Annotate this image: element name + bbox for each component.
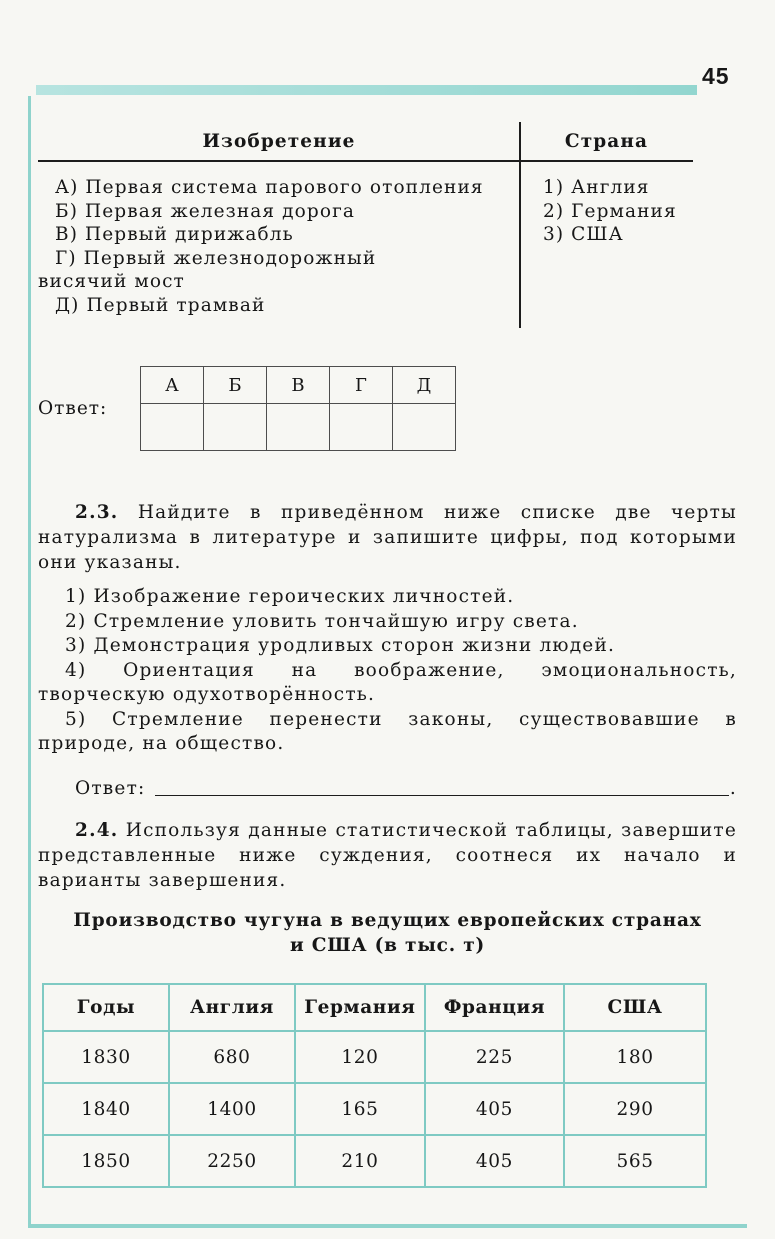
answer-grid-cell[interactable] xyxy=(141,404,204,451)
table-cell: 680 xyxy=(169,1031,295,1083)
column-header: Германия xyxy=(295,984,425,1031)
matching-option: 1) Англия xyxy=(543,177,650,198)
table-cell: 565 xyxy=(564,1135,706,1187)
table-row xyxy=(43,1083,706,1135)
answer-label: Ответ: xyxy=(38,398,108,419)
page-number: 45 xyxy=(702,63,730,89)
table-row xyxy=(43,1031,706,1083)
answer-grid-cell[interactable] xyxy=(267,404,330,451)
task-2-4-statement: Используя данные статистической таблицы, завершите представленные ниже суждения, соотнеся их начало и варианты завершения. xyxy=(38,820,737,891)
top-stripe-decoration xyxy=(36,85,697,95)
matching-item: Д) Первый трамвай xyxy=(55,294,266,316)
table-cell: 210 xyxy=(295,1135,425,1187)
table-cell: 405 xyxy=(425,1135,564,1187)
table-cell: 405 xyxy=(425,1083,564,1135)
list-item: 2) Стремление уловить тончайшую игру света. xyxy=(65,610,579,632)
answer-grid-header: Д xyxy=(393,367,456,404)
column-header: Франция xyxy=(425,984,564,1031)
matching-option: 2) Германия xyxy=(543,200,677,222)
answer-grid-header: Г xyxy=(330,367,393,404)
production-table-title xyxy=(38,908,737,958)
answer-grid-header: В xyxy=(267,367,330,404)
task-2-3 xyxy=(38,500,737,801)
answer-grid-cell[interactable] xyxy=(330,404,393,451)
list-item: 4) Ориентация на воображение, эмоциональность, творческую одухотворённость. xyxy=(38,659,737,705)
column-header: Англия xyxy=(169,984,295,1031)
matching-divider xyxy=(519,122,521,328)
task-2-4-text xyxy=(38,818,737,893)
table-cell: 180 xyxy=(564,1031,706,1083)
list-item: 1) Изображение героических личностей. xyxy=(65,586,515,607)
table-cell: 1850 xyxy=(43,1135,169,1187)
answer-blank-line[interactable] xyxy=(155,795,728,796)
matching-right-column xyxy=(520,176,693,317)
table-cell: 290 xyxy=(564,1083,706,1135)
column-header: Годы xyxy=(43,984,169,1031)
table-cell: 225 xyxy=(425,1031,564,1083)
table-cell: 1400 xyxy=(169,1083,295,1135)
answer-line-period: . xyxy=(729,777,737,799)
answer-grid-header: А xyxy=(141,367,204,404)
matching-item: Б) Первая железная дорога xyxy=(55,200,356,222)
table-cell: 120 xyxy=(295,1031,425,1083)
answer-grid-input-row xyxy=(141,404,456,451)
bottom-border-decoration xyxy=(28,1224,747,1228)
matching-table xyxy=(38,131,693,317)
answer-grid-cell[interactable] xyxy=(204,404,267,451)
table-cell: 165 xyxy=(295,1083,425,1135)
task-2-3-options xyxy=(38,585,737,757)
task-2-3-number: 2.3. xyxy=(75,502,119,523)
answer-grid xyxy=(140,366,456,451)
table-cell: 1840 xyxy=(43,1083,169,1135)
task-2-3-statement: Найдите в приведённом ниже списке две черты натурализма в литературе и запишите цифры, под которыми они указаны. xyxy=(38,502,737,573)
task-2-3-text xyxy=(38,500,737,575)
list-item: 3) Демонстрация уродливых сторон жизни людей. xyxy=(65,635,616,656)
table-row xyxy=(43,1135,706,1187)
matching-header-invention: Изобретение xyxy=(202,131,356,152)
matching-left-column xyxy=(38,176,520,317)
answer-grid-section xyxy=(38,366,518,451)
production-table xyxy=(42,983,707,1188)
matching-option: 3) США xyxy=(543,224,624,245)
matching-body xyxy=(38,162,693,317)
column-header: США xyxy=(564,984,706,1031)
task-2-4 xyxy=(38,818,737,893)
table-header-row xyxy=(43,984,706,1031)
production-table-title-text: Производство чугуна в ведущих европейских странах и США (в тыс. т) xyxy=(73,910,702,956)
matching-item: А) Первая система парового отопления xyxy=(55,177,484,198)
task-2-4-number: 2.4. xyxy=(75,820,119,841)
answer-grid-cell[interactable] xyxy=(393,404,456,451)
table-cell: 2250 xyxy=(169,1135,295,1187)
list-item: 5) Стремление перенести законы, существовавшие в природе, на общество. xyxy=(38,708,737,754)
answer-grid-header-row xyxy=(141,367,456,404)
matching-header-row xyxy=(38,131,693,162)
matching-item: Г) Первый железнодорожный висячий мост xyxy=(38,247,377,292)
matching-header-country: Страна xyxy=(564,131,649,152)
table-cell: 1830 xyxy=(43,1031,169,1083)
answer-grid-header: Б xyxy=(204,367,267,404)
left-border-decoration xyxy=(28,96,31,1224)
matching-item: В) Первый дирижабль xyxy=(55,224,294,245)
answer-line xyxy=(38,776,737,801)
answer-label: Ответ: xyxy=(75,777,146,799)
